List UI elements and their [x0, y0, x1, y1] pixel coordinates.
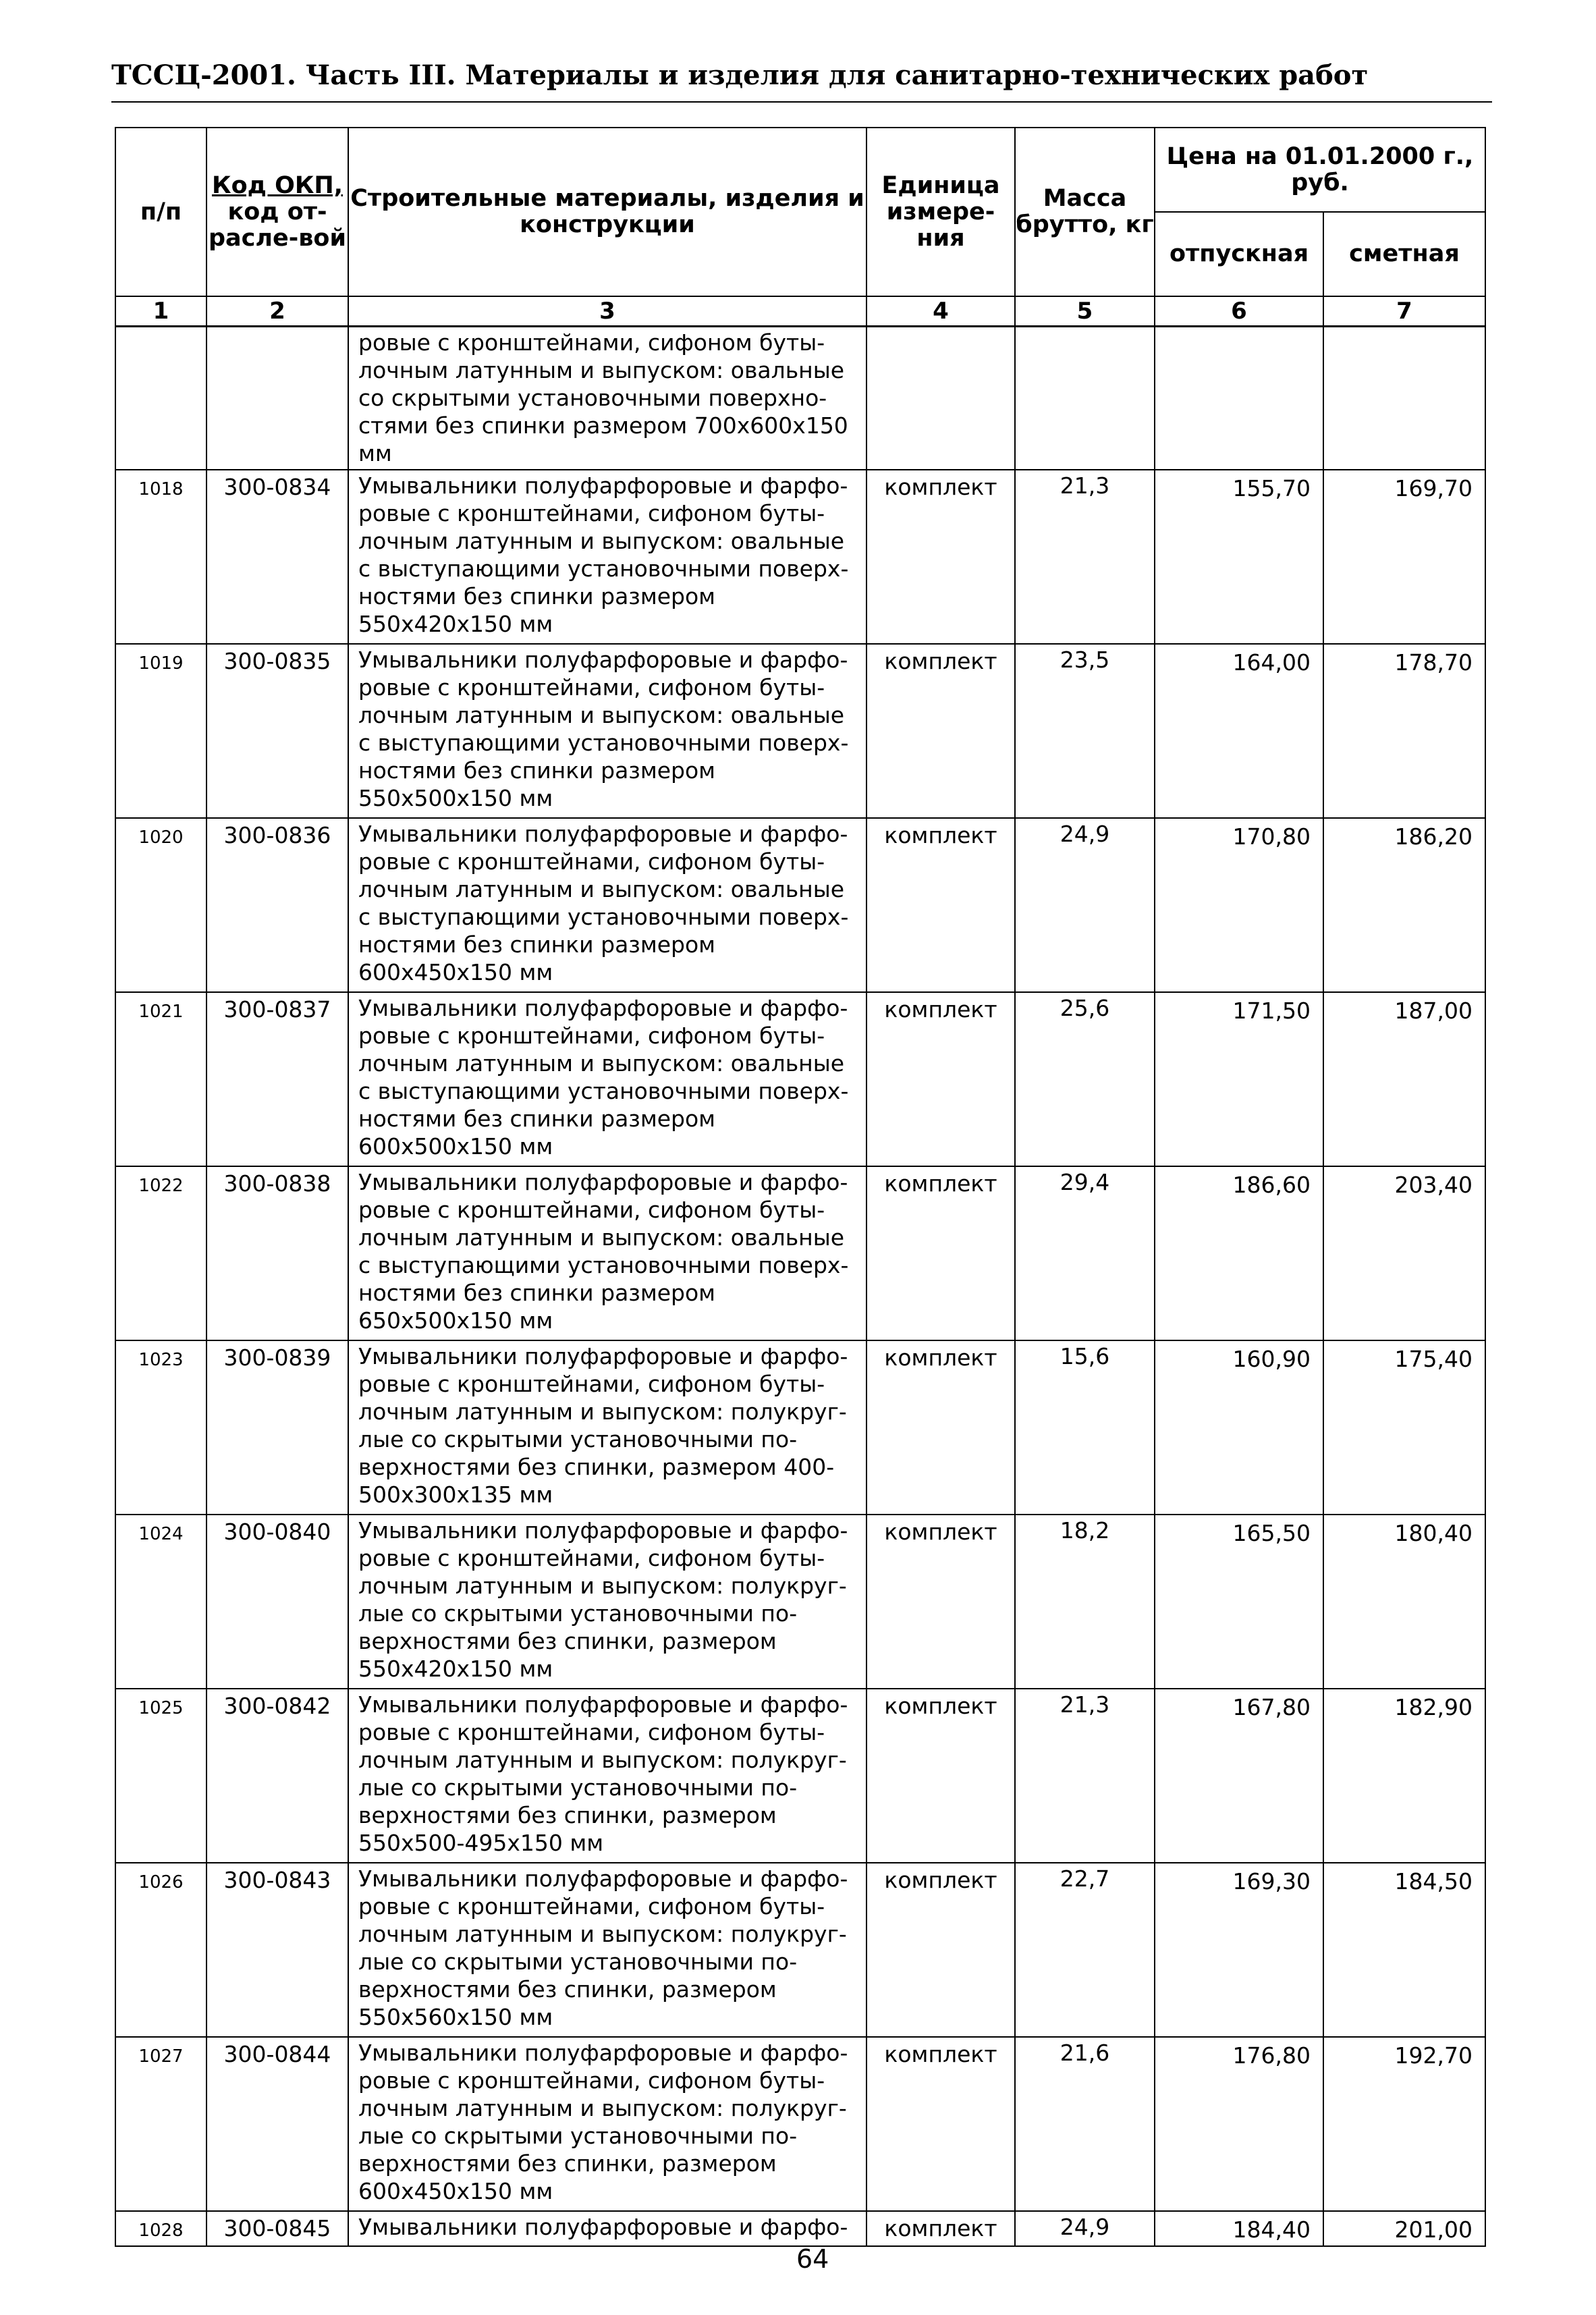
- header-price-estimate: сметная: [1323, 212, 1485, 296]
- row-price-release: 167,80: [1155, 1689, 1323, 1863]
- row-number: 1020: [115, 818, 207, 992]
- empty-cell: [866, 327, 1015, 470]
- row-code: 300-0835: [207, 644, 348, 818]
- row-price-release: 165,50: [1155, 1515, 1323, 1689]
- row-description: Умывальники полуфарфоровые и фарфо-ровые с кронштейнами, сифоном буты-лочным латунным и выпуском: овальные с выступающими установочными поверх-ностями без спинки размером 600x500x150 мм: [348, 992, 866, 1166]
- row-number: 1024: [115, 1515, 207, 1689]
- row-mass: 23,5: [1015, 644, 1155, 818]
- row-price-estimate: 201,00: [1323, 2211, 1485, 2246]
- page-number: 64: [796, 2244, 829, 2274]
- table-row: [115, 644, 1485, 818]
- table-row: [115, 992, 1485, 1166]
- row-price-estimate: 178,70: [1323, 644, 1485, 818]
- table-row: [115, 470, 1485, 644]
- header-unit: Единица измере-ния: [866, 128, 1015, 296]
- row-unit: комплект: [866, 1340, 1015, 1515]
- row-price-release: 160,90: [1155, 1340, 1323, 1515]
- row-number: 1026: [115, 1863, 207, 2037]
- row-description: Умывальники полуфарфоровые и фарфо-ровые с кронштейнами, сифоном буты-лочным латунным и выпуском: полукруг-лые со скрытыми установочными по-верхностями без спинки, размером 550x500-495x150 мм: [348, 1689, 866, 1863]
- header-price-release: отпускная: [1155, 212, 1323, 296]
- row-mass: 18,2: [1015, 1515, 1155, 1689]
- title-divider: [111, 101, 1492, 103]
- empty-cell: [1323, 327, 1485, 470]
- row-unit: комплект: [866, 1863, 1015, 2037]
- row-price-estimate: 169,70: [1323, 470, 1485, 644]
- row-description: Умывальники полуфарфоровые и фарфо-ровые с кронштейнами, сифоном буты-лочным латунным и выпуском: овальные с выступающими установочными поверх-ностями без спинки размером 600x450x150 мм: [348, 818, 866, 992]
- row-unit: комплект: [866, 1515, 1015, 1689]
- column-number: 2: [207, 296, 348, 327]
- row-mass: 25,6: [1015, 992, 1155, 1166]
- row-number: 1028: [115, 2211, 207, 2246]
- row-price-estimate: 187,00: [1323, 992, 1485, 1166]
- row-price-estimate: 186,20: [1323, 818, 1485, 992]
- table-row: [115, 2211, 1485, 2246]
- row-price-release: 169,30: [1155, 1863, 1323, 2037]
- empty-cell: [1155, 327, 1323, 470]
- document-title: ТССЦ-2001. Часть III. Материалы и изделия для санитарно-технических работ: [111, 59, 1369, 91]
- row-code: 300-0842: [207, 1689, 348, 1863]
- row-unit: комплект: [866, 1166, 1015, 1340]
- row-code: 300-0834: [207, 470, 348, 644]
- row-price-estimate: 175,40: [1323, 1340, 1485, 1515]
- row-description: Умывальники полуфарфоровые и фарфо-ровые с кронштейнами, сифоном буты-лочным латунным и выпуском: овальные с выступающими установочными поверх-ностями без спинки размером 550x500x150 мм: [348, 644, 866, 818]
- row-price-release: 171,50: [1155, 992, 1323, 1166]
- row-unit: комплект: [866, 1689, 1015, 1863]
- column-number: 6: [1155, 296, 1323, 327]
- empty-cell: [1015, 327, 1155, 470]
- row-number: 1018: [115, 470, 207, 644]
- row-description: Умывальники полуфарфоровые и фарфо-ровые с кронштейнами, сифоном буты-лочным латунным и выпуском: полукруг-лые со скрытыми установочными по-верхностями без спинки, размером 550x560x150 мм: [348, 1863, 866, 2037]
- row-number: 1019: [115, 644, 207, 818]
- table-row: [115, 1863, 1485, 2037]
- header-mass: Масса брутто, кг: [1015, 128, 1155, 296]
- table-row: [115, 1689, 1485, 1863]
- header-price-group: Цена на 01.01.2000 г., руб.: [1155, 128, 1485, 212]
- row-description: Умывальники полуфарфоровые и фарфо-ровые с кронштейнами, сифоном буты-лочным латунным и выпуском: овальные с выступающими установочными поверх-ностями без спинки размером 550x420x150 мм: [348, 470, 866, 644]
- header-code-industry: код от-расле-вой: [208, 198, 347, 252]
- row-mass: 21,3: [1015, 470, 1155, 644]
- table-row: [115, 1166, 1485, 1340]
- row-description: Умывальники полуфарфоровые и фарфо-ровые с кронштейнами, сифоном буты-лочным латунным и выпуском: полукруг-лые со скрытыми установочными по-верхностями без спинки, размером 600x450x150 мм: [348, 2037, 866, 2211]
- row-unit: комплект: [866, 2211, 1015, 2246]
- row-mass: 21,6: [1015, 2037, 1155, 2211]
- table-row: [115, 1340, 1485, 1515]
- row-unit: комплект: [866, 818, 1015, 992]
- row-code: 300-0839: [207, 1340, 348, 1515]
- row-description: Умывальники полуфарфоровые и фарфо-ровые с кронштейнами, сифоном буты-лочным латунным и выпуском: полукруг-лые со скрытыми установочными по-верхностями без спинки, размером 550x420x150 мм: [348, 1515, 866, 1689]
- row-mass: 21,3: [1015, 1689, 1155, 1863]
- row-unit: комплект: [866, 644, 1015, 818]
- row-price-release: 155,70: [1155, 470, 1323, 644]
- row-code: 300-0837: [207, 992, 348, 1166]
- column-number: 3: [348, 296, 866, 327]
- row-mass: 24,9: [1015, 818, 1155, 992]
- row-mass: 29,4: [1015, 1166, 1155, 1340]
- row-price-release: 170,80: [1155, 818, 1323, 992]
- empty-cell: [115, 327, 207, 470]
- column-number: 4: [866, 296, 1015, 327]
- row-unit: комплект: [866, 992, 1015, 1166]
- row-number: 1025: [115, 1689, 207, 1863]
- empty-cell: [207, 327, 348, 470]
- row-code: 300-0843: [207, 1863, 348, 2037]
- row-code: 300-0838: [207, 1166, 348, 1340]
- row-price-estimate: 192,70: [1323, 2037, 1485, 2211]
- row-price-estimate: 184,50: [1323, 1863, 1485, 2037]
- row-code: 300-0836: [207, 818, 348, 992]
- row-number: 1027: [115, 2037, 207, 2211]
- column-number: 5: [1015, 296, 1155, 327]
- table-row: [115, 818, 1485, 992]
- table-row: [115, 2037, 1485, 2211]
- row-code: 300-0840: [207, 1515, 348, 1689]
- row-mass: 15,6: [1015, 1340, 1155, 1515]
- column-number-row: [115, 296, 1485, 327]
- row-description: Умывальники полуфарфоровые и фарфо-ровые с кронштейнами, сифоном буты-лочным латунным и выпуском: овальные с выступающими установочными поверх-ностями без спинки размером 650x500x150 мм: [348, 1166, 866, 1340]
- row-mass: 24,9: [1015, 2211, 1155, 2246]
- table-row: [115, 1515, 1485, 1689]
- row-description: Умывальники полуфарфоровые и фарфо-ровые с кронштейнами, сифоном буты-лочным латунным и выпуском: полукруг-лые со скрытыми установочными по-верхностями без спинки, размером 400-500x300x135 мм: [348, 1340, 866, 1515]
- continuation-description: ровые с кронштейнами, сифоном буты-лочным латунным и выпуском: овальные со скрытыми установочными поверхно-стями без спинки размером 700x600x150 мм: [348, 327, 866, 470]
- row-price-release: 184,40: [1155, 2211, 1323, 2246]
- materials-table: [115, 127, 1486, 2247]
- header-pp: п/п: [115, 128, 207, 296]
- row-mass: 22,7: [1015, 1863, 1155, 2037]
- row-code: 300-0844: [207, 2037, 348, 2211]
- continuation-row: [115, 327, 1485, 470]
- row-price-estimate: 203,40: [1323, 1166, 1485, 1340]
- row-price-release: 176,80: [1155, 2037, 1323, 2211]
- row-number: 1023: [115, 1340, 207, 1515]
- column-number: 1: [115, 296, 207, 327]
- row-number: 1022: [115, 1166, 207, 1340]
- header-name: Строительные материалы, изделия и конструкции: [348, 128, 866, 296]
- row-price-release: 186,60: [1155, 1166, 1323, 1340]
- row-price-estimate: 182,90: [1323, 1689, 1485, 1863]
- row-price-release: 164,00: [1155, 644, 1323, 818]
- row-code: 300-0845: [207, 2211, 348, 2246]
- header-code-okp: Код ОКП,: [211, 171, 343, 199]
- column-number: 7: [1323, 296, 1485, 327]
- row-number: 1021: [115, 992, 207, 1166]
- row-price-estimate: 180,40: [1323, 1515, 1485, 1689]
- row-description: Умывальники полуфарфоровые и фарфо-: [348, 2211, 866, 2246]
- row-unit: комплект: [866, 2037, 1015, 2211]
- header-code: [207, 128, 348, 296]
- row-unit: комплект: [866, 470, 1015, 644]
